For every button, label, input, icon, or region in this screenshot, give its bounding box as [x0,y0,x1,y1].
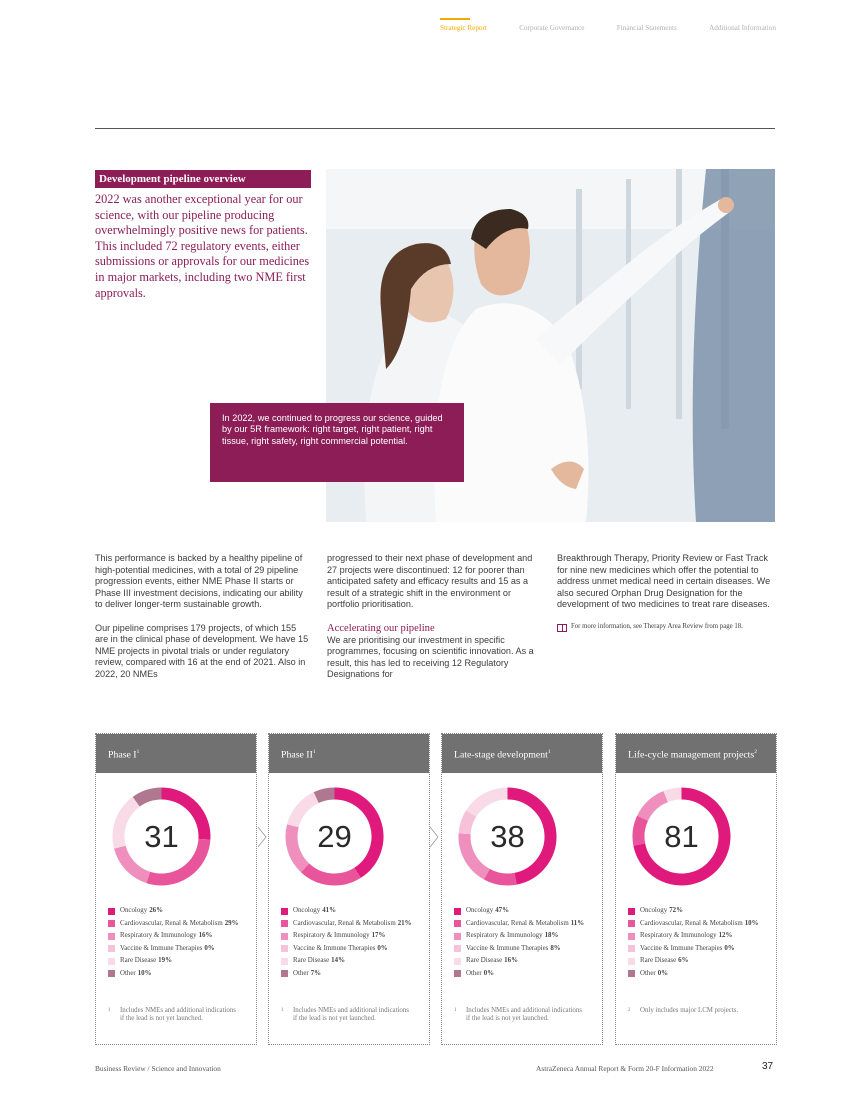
book-icon [557,624,567,632]
legend-percent: 18% [544,932,559,940]
panel-title: Life-cycle management projects [628,748,755,760]
legend-swatch [628,970,635,977]
legend-percent: 26% [149,907,163,914]
project-count: 81 [664,819,699,854]
footnote-mark: 1 [454,1008,457,1013]
legend-swatch [108,945,115,952]
panel-title: Late-stage development [454,748,548,760]
legend-label: Oncology [120,907,148,914]
5r-framework-callout: In 2022, we continued to progress our science, guided by our 5R framework: right target, right patient, right tissue, right safety, right commercial potential. [210,403,464,482]
legend-label: Oncology [466,907,494,914]
body-column-1 [95,553,310,692]
legend-percent: 16% [198,932,213,940]
panel-title: Phase I [108,748,137,760]
panel-header [96,734,256,773]
legend-swatch [281,970,288,977]
legend-percent: 8% [550,944,561,952]
legend-swatch [108,920,115,927]
legend-item [628,945,773,953]
body-paragraph: progressed to their next phase of development and 27 projects were discontinued: 12 for poorer than anticipated safety and efficacy results and 15 as a result of a strategic shift in the environment or portfolio prioritisation. [327,553,533,610]
legend-label: Vaccine & Immune Therapies [640,944,723,952]
legend-item [628,932,773,940]
legend-swatch [628,945,635,952]
panel-footnote [628,1007,758,1015]
legend-swatch [454,920,461,927]
legend-label: Other [120,969,136,977]
body-paragraph: Breakthrough Therapy, Priority Review or Fast Track for nine new medicines which offer the potential to address unmet medical need in certain diseases. We also secured Orphan Drug Designation for the development of two medicines to treat rare diseases. [557,553,771,610]
footnote-text: Includes NMEs and additional indications if the lead is not yet launched. [466,1007,582,1023]
legend-label: Oncology [640,907,668,914]
pipeline-panel [95,733,257,1045]
legend-label: Rare Disease [120,957,157,965]
legend-item [108,945,253,953]
legend-item [454,970,599,978]
legend-label: Other [640,969,656,977]
legend-item [628,907,773,915]
legend-label: Oncology [293,907,321,914]
legend-label: Rare Disease [640,957,677,965]
legend-item [108,932,253,940]
legend-swatch [454,933,461,940]
legend-percent: 10% [137,969,152,977]
panel-title-footnote-mark: 1 [312,748,316,755]
legend-percent: 21% [397,919,412,927]
panel-header [616,734,776,773]
legend-percent: 14% [331,957,345,965]
panel-title-footnote-mark: 1 [136,748,140,755]
legend-percent: 19% [158,957,172,965]
section-heading-accelerating: Accelerating our pipeline [327,622,435,634]
more-info-text: For more information, see Therapy Area Review from page 18. [571,622,743,630]
legend-label: Other [293,969,309,977]
nav-item-corporate-governance[interactable]: Corporate Governance [519,24,585,32]
footnote-mark: 2 [628,1008,631,1013]
legend-item [108,907,253,915]
legend-item [454,932,599,940]
more-info-link[interactable] [557,623,772,632]
legend-percent: 72% [669,907,683,914]
legend-item [281,970,426,978]
legend-percent: 6% [678,957,689,965]
legend-percent: 17% [371,932,386,940]
legend-item [454,957,599,965]
footer-report-title: AstraZeneca Annual Report & Form 20-F Information 2022 [536,1064,714,1073]
footnote-mark: 1 [281,1008,284,1013]
legend-item [628,957,773,965]
body-paragraph: We are prioritising our investment in specific programmes, focusing on scientific innovation. As a result, this has led to receiving 12 Regulatory Designations for [327,634,534,680]
legend-percent: 29% [224,919,239,927]
body-column-2 [327,553,539,693]
project-count: 29 [317,819,352,854]
legend-swatch [108,933,115,940]
panel-title: Phase II [281,748,313,760]
legend-item [281,957,426,965]
footnote-text: Includes NMEs and additional indications if the lead is not yet launched. [120,1007,236,1023]
page-number: 37 [762,1061,774,1072]
legend-swatch [281,945,288,952]
pipeline-panel [268,733,430,1045]
panel-title-footnote-mark: 1 [547,748,551,755]
footnote-mark: 1 [108,1008,111,1013]
legend-label: Cardiovascular, Renal & Metabolism [640,919,743,927]
footnote-text: Only includes major LCM projects. [640,1007,739,1014]
legend-label: Cardiovascular, Renal & Metabolism [120,919,223,927]
footer-section-label: Business Review / Science and Innovation [95,1064,221,1073]
legend-percent: 0% [377,944,388,952]
legend-label: Respiratory & Immunology [293,932,370,940]
legend-percent: 7% [310,969,322,977]
nav-item-financial-statements[interactable]: Financial Statements [616,24,677,32]
legend-label: Vaccine & Immune Therapies [120,944,203,952]
legend-swatch [281,908,288,915]
legend-label: Other [466,969,482,977]
legend-percent: 12% [718,932,733,940]
legend-label: Respiratory & Immunology [466,932,543,940]
pipeline-panel [615,733,777,1045]
panel-footnote [454,1007,584,1024]
legend-label: Cardiovascular, Renal & Metabolism [466,919,569,927]
legend-swatch [454,908,461,915]
body-paragraph: Our pipeline comprises 179 projects, of which 155 are in the clinical phase of development. We have 15 NME projects in pivotal trials or under regulatory review, compared with 16 at the end of 2021. Also in 2022, 20 NMEs [95,622,309,679]
legend-swatch [281,920,288,927]
legend-item [108,957,253,965]
legend-swatch [628,933,635,940]
project-count: 38 [490,819,525,854]
legend-item [281,945,426,953]
legend-percent: 41% [322,907,336,914]
legend-percent: 0% [204,944,215,952]
legend-label: Vaccine & Immune Therapies [466,944,549,952]
legend-percent: 0% [483,969,495,977]
legend-label: Respiratory & Immunology [120,932,197,940]
nav-item-additional-information[interactable]: Additional Information [709,24,776,32]
legend-swatch [454,945,461,952]
chart-legend [281,907,426,983]
legend-label: Rare Disease [293,957,330,965]
legend-percent: 10% [744,919,759,927]
legend-label: Respiratory & Immunology [640,932,717,940]
legend-swatch [628,908,635,915]
legend-label: Vaccine & Immune Therapies [293,944,376,952]
legend-percent: 0% [724,944,735,952]
legend-swatch [108,958,115,965]
chart-legend [108,907,253,983]
legend-item [454,945,599,953]
legend-swatch [628,920,635,927]
legend-swatch [628,958,635,965]
chevron-right-icon [429,826,439,848]
legend-swatch [454,970,461,977]
legend-item [281,907,426,915]
overview-title: Development pipeline overview [95,170,311,188]
nav-item-strategic-report[interactable]: Strategic Report [440,24,487,32]
legend-item [281,932,426,940]
panel-footnote [108,1007,238,1024]
legend-swatch [108,970,115,977]
panel-title-footnote-mark: 2 [754,748,757,755]
panel-header [442,734,602,773]
legend-percent: 11% [570,919,585,927]
overview-lead-text: 2022 was another exceptional year for our science, with our pipeline producing overwhelmingly positive news for patients. This included 72 regulatory events, either submissions or approvals for our medicines in major markets, including two NME first approvals. [95,192,310,300]
chart-legend [628,907,773,983]
legend-percent: 16% [504,957,518,965]
chevron-right-icon [257,826,267,848]
panel-header [269,734,429,773]
body-column-3 [557,553,772,632]
legend-item [628,920,773,928]
legend-item [281,920,426,928]
legend-item [628,970,773,978]
legend-label: Rare Disease [466,957,503,965]
legend-swatch [281,933,288,940]
legend-swatch [108,908,115,915]
panel-footnote [281,1007,411,1024]
pipeline-panel [441,733,603,1045]
legend-percent: 47% [495,907,509,914]
legend-item [108,920,253,928]
legend-item [454,907,599,915]
legend-item [108,970,253,978]
footnote-text: Includes NMEs and additional indications if the lead is not yet launched. [293,1007,409,1023]
legend-swatch [281,958,288,965]
legend-percent: 0% [657,969,669,977]
legend-item [454,920,599,928]
body-paragraph: This performance is backed by a healthy pipeline of high-potential medicines, with a total of 29 pipeline progression events, either NME Phase II starts or Phase III investment decisions, indicating our ability to deliver longer-term sustainable growth. [95,553,303,610]
chart-legend [454,907,599,983]
legend-swatch [454,958,461,965]
section-nav [440,24,776,32]
project-count: 31 [144,819,179,854]
legend-label: Cardiovascular, Renal & Metabolism [293,919,396,927]
header-divider [95,128,775,129]
